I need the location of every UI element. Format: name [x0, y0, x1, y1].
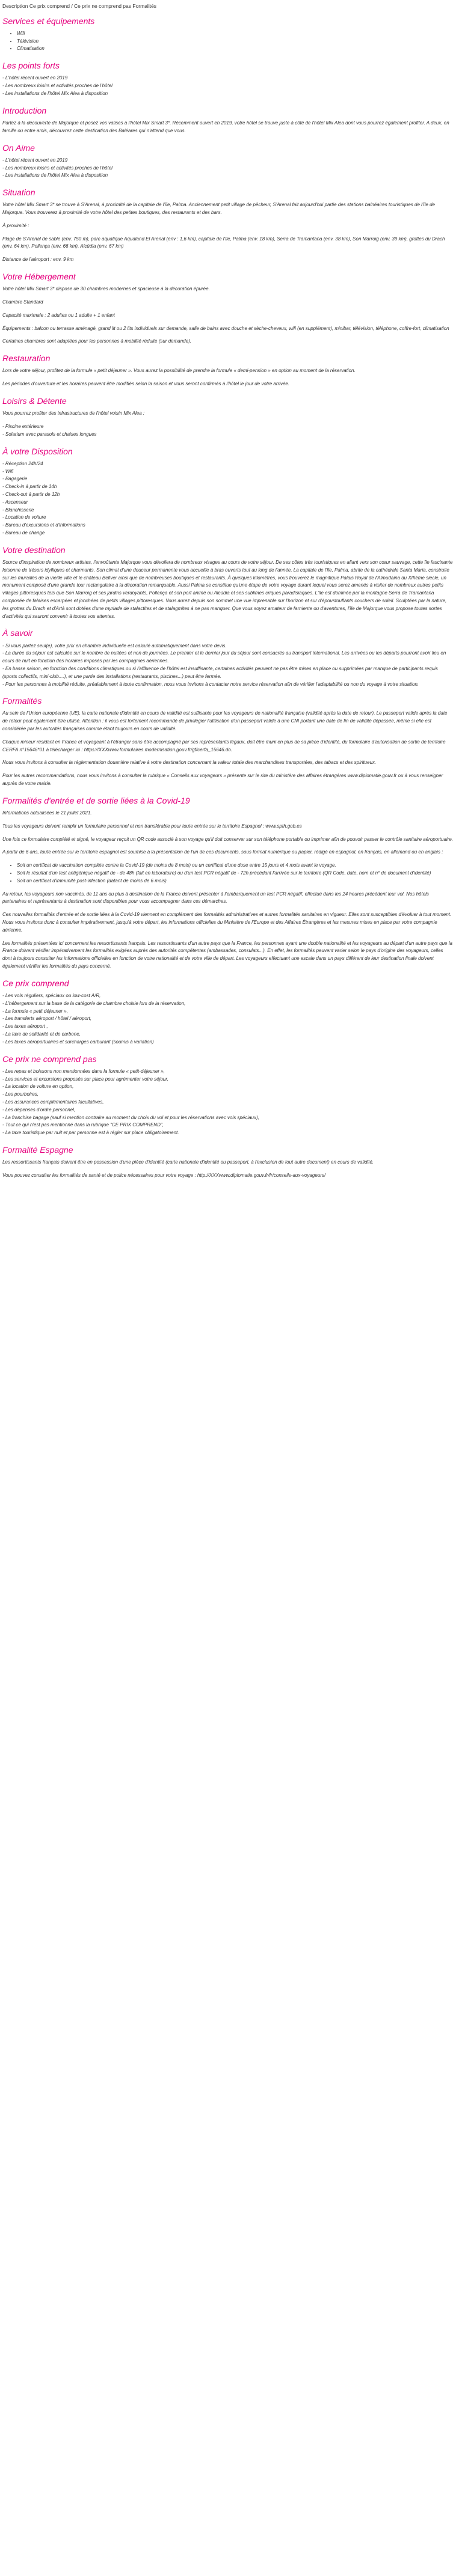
restauration-hours: Les périodes d'ouverture et les horaires peuvent être modifiés selon la saison et vous seront confirmés à l'hôtel le jour de votre arrivée.: [2, 381, 290, 387]
prix-comprend-title: Ce prix comprend: [2, 978, 69, 988]
list-item: • Télévision: [17, 38, 454, 46]
formalites-section: [2, 695, 454, 788]
loisirs-title: Loisirs & Détente: [2, 396, 67, 406]
destination-title: Votre destination: [2, 545, 66, 555]
list-item: - L'hôtel récent ouvert en 2019: [2, 157, 68, 163]
list-item: - Les installations de l'hôtel Mix Alea à disposition: [2, 90, 108, 96]
list-item: - Les nombreux loisirs et activités proches de l'hôtel: [2, 83, 112, 89]
room-equipment: Équipements : balcon ou terrasse aménagé, grand lit ou 2 lits individuels sur demande, salle de bains avec douche et sèche-cheveux, wifi (en supplément), minibar, télévision, téléphone, coffre-fort, climatisation: [2, 325, 449, 331]
list-item: - Check-out à partir de 12h: [2, 491, 60, 497]
covid-form: Tous les voyageurs doivent remplir un formulaire personnel et non transférable pour toute entrée sur le territoire Espagnol : www.spth.gob.es: [2, 823, 302, 829]
services-section: [2, 16, 454, 53]
covid-qr: Une fois ce formulaire complété et signé, le voyageur reçoit un QR code associé à son voyage qu'il doit conserver sur son téléphone portable ou imprimer afin de pouvoir passer le contrôle sanitaire aéroportuaire.: [2, 836, 454, 842]
services-list: [17, 30, 454, 53]
list-item: - La taxe de solidarité et de carbone,: [2, 1031, 81, 1037]
page-header: Description Ce prix comprend / Ce prix ne comprend pas Formalités: [2, 3, 157, 9]
list-item: - L'hôtel récent ouvert en 2019: [2, 75, 68, 81]
list-item: - Piscine extérieure: [2, 424, 44, 430]
list-item: - Pour les personnes à mobilité réduite, préalablement à toute confirmation, nous vous invitons à contacter notre service réservation afin de vérifier l'adaptabilité ou non du voyage à votre situation.: [2, 681, 419, 687]
services-title: Services et équipements: [2, 16, 95, 26]
list-item: - Les taxes aéroport ,: [2, 1024, 48, 1030]
covid-complement: Ces nouvelles formalités d'entrée et de sortie liées à la Covid-19 viennent en complément des formalités administratives et autres formalités sanitaires en vigueur. Elles sont susceptibles d'évoluer à tout moment. Nous vous invitons donc à consulter impérativement, jusqu'à votre départ, les informations officielles du Ministère de l'Europe et des Affaires Étrangères et les mesures mises en place par votre compagnie aérienne.: [2, 912, 452, 933]
destination-text: Source d'inspiration de nombreux artistes, l'envoûtante Majorque vous dévoilera de nombreux visages au cours de votre séjour. De ses côtes très touristiques en allant vers son cœur sauvage, cette île fascinante foisonne de trésors idylliques et charmants. Son climat d'une douceur permanente vous accueille à bras ouverts tout au long de l'année. La capitale de l'île, Palma, abrite de la cathédrale Santa Maria, construite sur les murailles de la vieille ville et le château Bellver ainsi que de nombreuses boutiques et restaurants. À quelques kilomètres, vous trouverez le magnifique Palais Royal de l'Almudaina du XIIIème siècle, un monument composé d'une grande tour rectangulaire à la décoration remarquable. Aussi Palma se constitue qu'une étape de votre voyage durant lequel vous serez amenés à visiter de nombreux autres petits villages pittoresques tels que Son Marroig et ses jardins verdoyants, Pollença et son port animé ou Alcúdia et ses sublimes criques paradisiaques. L'île est dominée par la montagne Serra de Tramantana composée de falaises escarpées et jonchées de petits villages pittoresques. Vous aurez depuis son sommet une vue imprenable sur l'horizon et sur d'époustouflants couchers de soleil. Sculptées par la nature, les grottes du Drach et d'Artà sont dotées d'une myriade de stalactites et de stalagmites à ne pas manquer. Que vous soyez amateur de farniente ou d'aventures, l'île de Majorque vous propose toutes sortes d'activités qui sauront convenir à toutes vos attentes.: [2, 559, 453, 619]
covid-updated: Informations actualisées le 21 juillet 2021.: [2, 810, 92, 816]
restauration-text: Lors de votre séjour, profitez de la formule « petit déjeuner ». Vous aurez la possibilité de prendre la formule « demi-pension » en option au moment de la réservation.: [2, 368, 356, 374]
list-item: - Tout ce qui n'est pas mentionné dans la rubrique "CE PRIX COMPREND",: [2, 1122, 164, 1128]
points-forts-section: [2, 60, 454, 98]
list-item: - Les pourboires,: [2, 1091, 39, 1097]
introduction-title: Introduction: [2, 105, 47, 115]
a-savoir-title: À savoir: [2, 628, 33, 638]
list-item: - Les repas et boissons non mentionnées dans la formule « petit-déjeuner »,: [2, 1068, 165, 1074]
covid-nationality: Les formalités présentées ici concernent les ressortissants français. Les ressortissants d'un autre pays que la France, les personnes ayant une double nationalité et les voyageurs au départ d'un autre pays que la France doivent vérifier impérativement les formalités exigées auprès des autorités compétentes (ambassades, consulats...). En effet, les formalités peuvent varier selon le pays d'origine des voyageurs, celles dont à toujours consulter les informations officielles en fonction de votre nationalité et de votre ville de départ. Les voyageurs effectuant une escale dans un pays différent de leur destination finale doivent également vérifier les formalités du pays concerné.: [2, 940, 452, 969]
covid-documents-intro: A partir de 6 ans, toute entrée sur le territoire espagnol est soumise à la présentation de l'un de ces documents, sous format numérique ou papier, rédigé en espagnol, en français, en allemand ou en anglais :: [2, 849, 443, 855]
list-item: - La franchise bagage (sauf si mention contraire au moment du choix du vol et pour les réservations avec vols spéciaux),: [2, 1114, 259, 1120]
list-item: - Bureau d'excursions et d'informations: [2, 522, 85, 528]
formalite-espagne-link[interactable]: Vous pouvez consulter les formalités de santé et de police nécessaires pour votre voyage : http://XXXwww.diplomatie.gouv.fr/fr/conseils-aux-voyageurs/: [2, 1172, 326, 1178]
list-item: - La formule « petit déjeuner »,: [2, 1008, 68, 1014]
list-item: - Les dépenses d'ordre personnel,: [2, 1106, 76, 1113]
list-item: - Réception 24h/24: [2, 460, 43, 466]
list-item: • Soit le résultat d'un test antigénique négatif de - de 48h (fait en laboratoire) ou d'un test PCR négatif de - 72h précédant l'arrivée sur le territoire (QR Code, date, nom et n° de document d'identité): [17, 870, 454, 877]
restauration-section: [2, 353, 454, 388]
list-item: - Wifi: [2, 468, 14, 474]
list-item: - Blanchisserie: [2, 507, 34, 513]
list-item: - En basse saison, en fonction des conditions climatiques ou si l'affluence de l'hôtel est insuffisante, certaines activités peuvent ne pas être mises en place ou supprimées par manque de participants requis (sports collectifs, mini-club....), et une partie des installations (restaurants, piscines...) peut être fermée.: [2, 665, 438, 679]
list-item: - Les nombreux loisirs et activités proches de l'hôtel: [2, 165, 112, 171]
list-item: - La taxe touristique par nuit et par personne est à régler sur place obligatoirement.: [2, 1130, 179, 1136]
list-item: - Les transferts aéroport / hôtel / aéroport,: [2, 1016, 92, 1022]
points-forts-title: Les points forts: [2, 61, 60, 71]
disposition-section: [2, 446, 454, 537]
introduction-section: [2, 105, 454, 135]
list-item: - Bureau de change: [2, 530, 45, 536]
formalite-espagne-section: [2, 1144, 454, 1180]
formalite-espagne-title: Formalité Espagne: [2, 1144, 73, 1155]
prix-comprend-section: [2, 978, 454, 1046]
list-item: - Bagagerie: [2, 476, 28, 482]
prix-ne-comprend-title: Ce prix ne comprend pas: [2, 1054, 97, 1064]
formalites-advice: Pour les autres recommandations, nous vous invitons à consulter la rubrique « Conseils aux voyageurs » présente sur le site du ministère des affaires étrangères www.diplomatie.gouv.fr ou à vous renseigner auprès de votre mairie.: [2, 773, 443, 787]
list-item: - Si vous partez seul(e), votre prix en chambre individuelle est calculé automatiquement dans votre devis.: [2, 642, 227, 649]
list-item: • Soit un certificat d'immunité post-infection (datant de moins de 6 mois).: [17, 877, 454, 885]
situation-proximity-list: Plage de S'Arenal de sable (env. 750 m), parc aquatique Aqualand El Arenal (env : 1,6 km), capitale de l'île, Palma (env. 18 km), Serra de Tramantana (env. 38 km), Son Marroig (env. 39 km), grottes du Drach (env. 64 km), Pollença (env. 66 km), Alcúdia (env. 67 km): [2, 236, 445, 249]
loisirs-section: [2, 395, 454, 439]
restauration-title: Restauration: [2, 353, 51, 364]
list-item: • Wifi: [17, 30, 454, 38]
list-item: - Les taxes aéroportuaires et surcharges carburant (soumis à variation): [2, 1039, 154, 1045]
loisirs-text: Vous pourrez profiter des infrastructures de l'hôtel voisin Mix Alea :: [2, 411, 145, 417]
formalites-customs: Nous vous invitons à consulter la réglementation douanière relative à votre destination concernant la valeur totale des marchandises transportées, des tabacs et des spiritueux.: [2, 760, 377, 766]
list-item: - Les installations de l'hôtel Mix Alea à disposition: [2, 172, 108, 179]
situation-text: Votre hôtel Mix Smart 3* se trouve à S'Arenal, à proximité de la capitale de l'île, Palma. Anciennement petit village de pêcheur, S'Arenal fait aujourd'hui partie des stations balnéaires touristiques de l'île de Majorque. Vous trouverez à proximité de votre hôtel des petites boutiques, des restaurants et des bars.: [2, 202, 435, 216]
situation-proximity-label: À proximité :: [2, 222, 29, 228]
list-item: - Solarium avec parasols et chaises longues: [2, 431, 97, 437]
covid-return: Au retour, les voyageurs non vaccinés, de 11 ans ou plus à destination de la France doivent présenter à l'embarquement un test PCR négatif, effectué dans les 24 heures précédent leur vol. Nos hôtels partenaires et représentants à destination sont disponibles pour vous accompagner dans ces démarches.: [2, 891, 429, 905]
formalite-espagne-text: Les ressortissants français doivent être en possession d'une pièce d'identité (carte nationale d'identité ou passeport, à l'exclusion de tout autre document) en cours de validité.: [2, 1159, 374, 1165]
room-capacity: Capacité maximale : 2 adultes ou 1 adulte + 1 enfant: [2, 312, 116, 318]
room-accessibility: Certaines chambres sont adaptées pour les personnes à mobilité réduite (sur demande).: [2, 338, 191, 344]
covid-documents-list: [17, 862, 454, 885]
a-savoir-section: [2, 627, 454, 688]
list-item: - Location de voiture: [2, 514, 46, 520]
list-item: - L'hébergement sur la base de la catégorie de chambre choisie lors de la réservation,: [2, 1000, 186, 1006]
prix-ne-comprend-section: [2, 1054, 454, 1137]
introduction-text: Partez à la découverte de Majorque et posez vos valises à l'hôtel Mix Smart 3*. Récemment ouvert en 2019, votre hôtel se trouve juste à côté de l'hôtel Mix Alea dont vous pourrez également profiter. A deux, en famille ou entre amis, découvrez cette destination des Baléares qui n'attend que vous.: [2, 120, 449, 133]
covid-section: [2, 795, 454, 971]
list-item: - La durée du séjour est calculée sur le nombre de nuitées et non de journées. Le premier et le dernier jour du séjour sont consacrés au transport international. Les arrivées ou les départs pourront avoir lieu en cours de nuit en fonction des horaires imposés par les compagnies aériennes.: [2, 650, 446, 664]
list-item: • Climatisation: [17, 45, 454, 53]
situation-section: [2, 187, 454, 264]
formalites-title: Formalités: [2, 696, 42, 706]
list-item: - La location de voiture en option,: [2, 1084, 74, 1090]
on-aime-section: [2, 142, 454, 180]
situation-title: Situation: [2, 188, 35, 198]
list-item: - Les vols réguliers, spéciaux ou low-cost A/R,: [2, 992, 101, 998]
list-item: • Soit un certificat de vaccination complète contre la Covid-19 (de moins de 8 mois) ou un certificat d'une dose entre 15 jours et 4 mois avant le voyage.: [17, 862, 454, 870]
hebergement-text: Votre hôtel Mix Smart 3* dispose de 30 chambres modernes et spacieuse à la décoration épurée.: [2, 286, 210, 292]
disposition-title: À votre Disposition: [2, 446, 73, 456]
situation-airport-distance: Distance de l'aéroport : env. 9 km: [2, 257, 74, 263]
formalites-text: Au sein de l'Union européenne (UE), la carte nationale d'identité en cours de validité est suffisante pour les voyageurs de nationalité française (validité après la date de retour). Le passeport valide après la date de retour peut également être utilisé. Attention : il vous est fortement recommandé de privilégier l'utilisation d'un passeport valide à une CNI portant une date de fin de validité dépassée, même si elle est considérée par les autorités françaises comme étant toujours en cours de validité.: [2, 710, 448, 732]
destination-section: [2, 545, 454, 621]
list-item: - Check-in à partir de 14h: [2, 484, 57, 490]
room-type: Chambre Standard: [2, 299, 43, 305]
covid-title: Formalités d'entrée et de sortie liées à la Covid-19: [2, 795, 190, 805]
formalites-minors: Chaque mineur résidant en France et voyageant à l'étranger sans être accompagné par ses représentants légaux, doit être muni en plus de sa pièce d'identité, du formulaire d'autorisation de sortie de territoire CERFA n°15646*01 à télécharger ici : https://XXXwww.formulaires.modernisation.gouv.fr/gf/cerfa_15646.do.: [2, 739, 446, 752]
hebergement-section: [2, 271, 454, 346]
on-aime-title: On Aime: [2, 142, 35, 153]
hebergement-title: Votre Hébergement: [2, 272, 76, 282]
list-item: - Les assurances complémentaires facultatives,: [2, 1099, 104, 1105]
list-item: - Les services et excursions proposés sur place pour agrémenter votre séjour,: [2, 1076, 168, 1082]
list-item: - Ascenseur: [2, 499, 28, 505]
